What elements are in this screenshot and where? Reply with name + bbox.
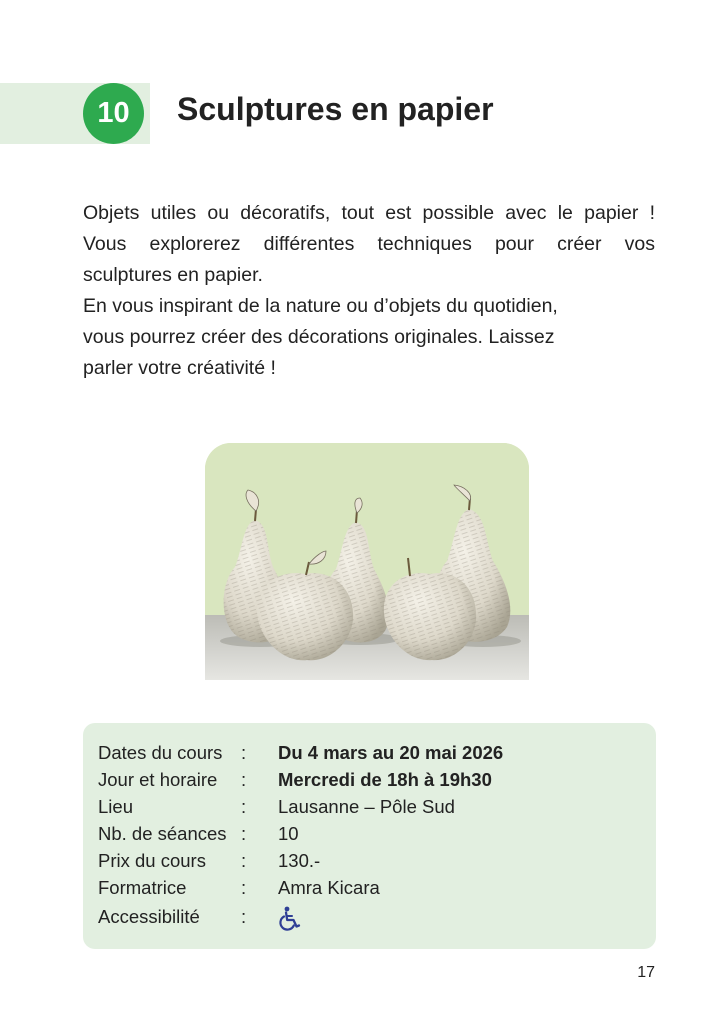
- detail-separator: :: [241, 877, 247, 898]
- detail-separator: :: [241, 742, 247, 763]
- description-line: vous pourrez créer des décorations originales. Laissez: [83, 326, 555, 348]
- detail-label: Nb. de séances: [98, 823, 227, 844]
- detail-label: Accessibilité: [98, 906, 200, 927]
- course-number-badge: 10: [83, 83, 144, 144]
- description-line: sculptures en papier.: [83, 264, 263, 286]
- detail-value: Amra Kicara: [278, 877, 380, 898]
- course-title: Sculptures en papier: [177, 91, 494, 127]
- page-number: 17: [637, 964, 655, 981]
- description-line: Vous explorerez différentes techniques pour créer vos: [83, 233, 655, 255]
- detail-separator: :: [241, 769, 247, 790]
- detail-separator: :: [241, 823, 247, 844]
- detail-value: Du 4 mars au 20 mai 2026: [278, 742, 504, 763]
- course-description: [83, 198, 655, 384]
- detail-value: Lausanne – Pôle Sud: [278, 796, 455, 817]
- description-line: Objets utiles ou décoratifs, tout est possible avec le papier !: [83, 202, 655, 224]
- detail-separator: :: [241, 850, 247, 871]
- detail-value: 130.-: [278, 850, 321, 871]
- detail-label: Formatrice: [98, 877, 187, 898]
- detail-separator: :: [241, 906, 247, 927]
- detail-value: Mercredi de 18h à 19h30: [278, 769, 492, 790]
- detail-label: Dates du cours: [98, 742, 223, 763]
- detail-label: Lieu: [98, 796, 133, 817]
- detail-label: Prix du cours: [98, 850, 206, 871]
- course-details-box: [83, 723, 656, 949]
- detail-separator: :: [241, 796, 247, 817]
- detail-label: Jour et horaire: [98, 769, 218, 790]
- wheelchair-icon: [278, 906, 302, 937]
- description-line: parler votre créativité !: [83, 357, 276, 379]
- paper-sculptures-photo: [205, 443, 529, 680]
- description-line: En vous inspirant de la nature ou d’objets du quotidien,: [83, 295, 558, 317]
- detail-value: 10: [278, 823, 299, 844]
